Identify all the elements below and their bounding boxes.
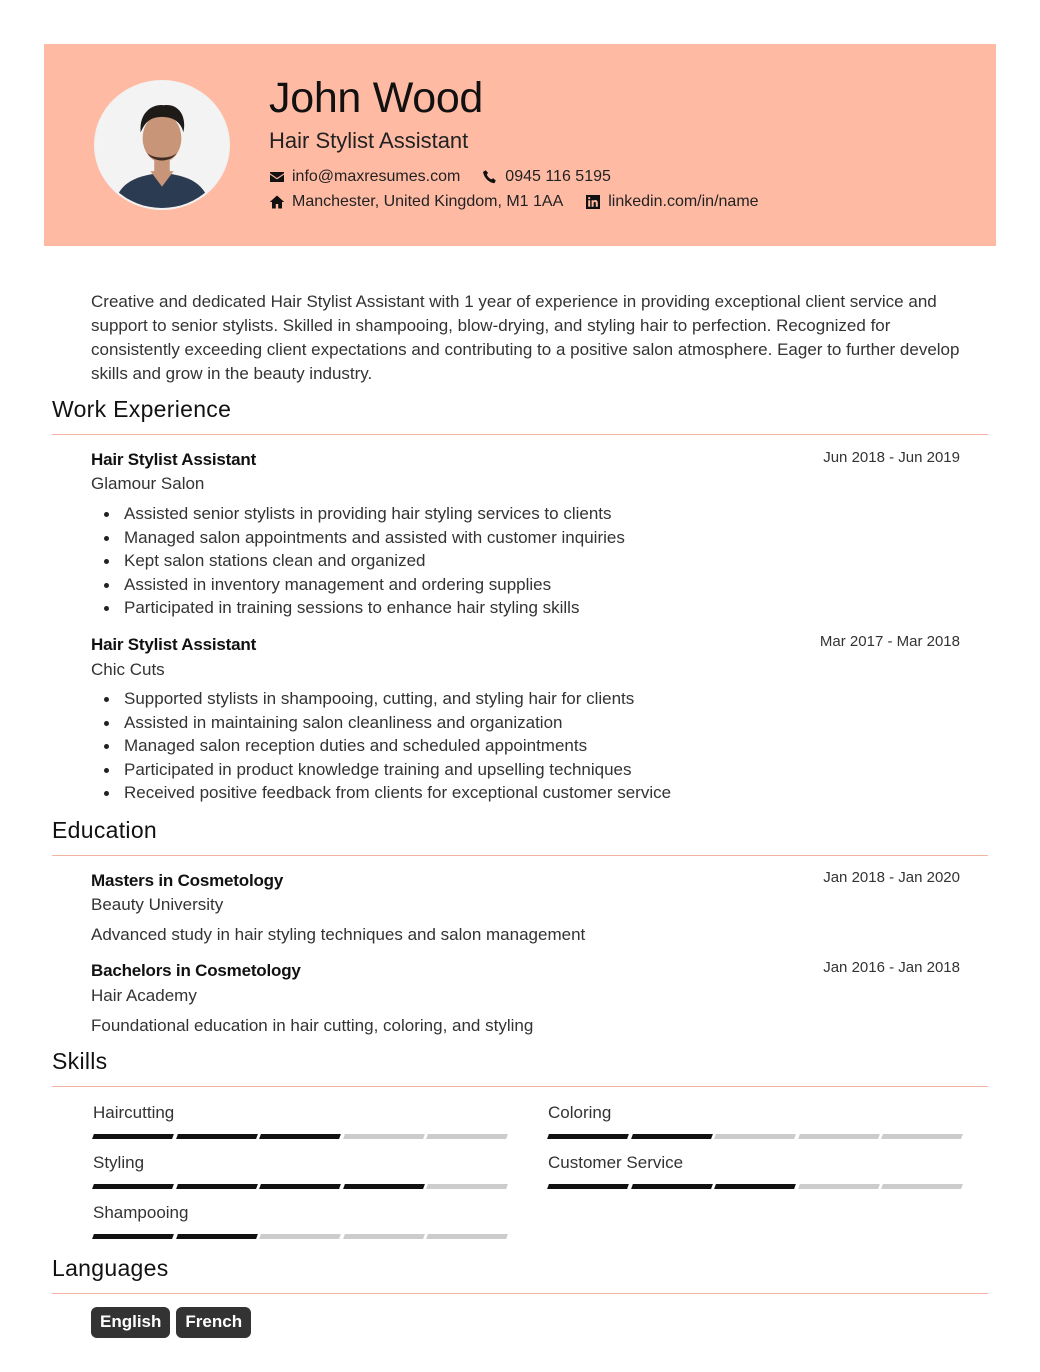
list-item: Assisted in maintaining salon cleanliness and organization [104, 711, 671, 735]
experience-1-dates: Jun 2018 - Jun 2019 [823, 449, 960, 466]
list-item: Supported stylists in shampooing, cutting, and styling hair for clients [104, 687, 671, 711]
skill-segment-filled [176, 1134, 257, 1139]
section-title-skills: Skills [52, 1048, 108, 1074]
skill-segment-filled [176, 1234, 257, 1239]
skill-segment-filled [343, 1184, 424, 1189]
language-badge-english: English [91, 1307, 170, 1338]
section-divider [52, 434, 988, 435]
skill-segment-filled [631, 1134, 712, 1139]
email-text: info@maxresumes.com [292, 168, 461, 185]
experience-2-company: Chic Cuts [91, 660, 165, 679]
avatar [94, 80, 230, 210]
education-2-description: Foundational education in hair cutting, coloring, and styling [91, 1016, 534, 1035]
phone-text: 0945 116 5195 [505, 168, 611, 185]
section-title-education: Education [52, 817, 157, 843]
skill-styling [93, 1153, 507, 1189]
list-item: Managed salon reception duties and scheduled appointments [104, 734, 671, 758]
skill-level-bar [93, 1234, 507, 1239]
skill-segment-empty [343, 1134, 424, 1139]
education-1-dates: Jan 2018 - Jan 2020 [823, 869, 960, 886]
phone-icon [482, 169, 498, 185]
profile-photo [96, 82, 228, 208]
contact-row-2 [269, 193, 781, 211]
list-item: Managed salon appointments and assisted with customer inquiries [104, 526, 625, 550]
linkedin-icon [585, 194, 601, 210]
candidate-name: John Wood [269, 74, 484, 122]
skill-level-bar [548, 1184, 962, 1189]
skill-name: Haircutting [93, 1103, 175, 1122]
contact-row-1 [269, 168, 633, 186]
education-2-school: Hair Academy [91, 986, 197, 1005]
experience-2-title: Hair Stylist Assistant [91, 635, 257, 654]
skill-segment-empty [426, 1184, 507, 1189]
skill-segment-empty [881, 1184, 962, 1189]
skill-segment-empty [426, 1134, 507, 1139]
resume-header [44, 44, 996, 246]
skill-name: Shampooing [93, 1203, 189, 1222]
section-title-experience: Work Experience [52, 396, 232, 422]
skill-segment-filled [547, 1134, 628, 1139]
section-divider [52, 1086, 988, 1087]
skill-segment-empty [881, 1134, 962, 1139]
list-item: Participated in training sessions to enhance hair styling skills [104, 596, 625, 620]
skill-name: Customer Service [548, 1153, 684, 1172]
skill-segment-empty [714, 1134, 795, 1139]
list-item: Assisted senior stylists in providing hair styling services to clients [104, 502, 625, 526]
experience-1-title: Hair Stylist Assistant [91, 450, 257, 469]
candidate-title: Hair Stylist Assistant [269, 128, 469, 153]
skill-segment-filled [631, 1184, 712, 1189]
section-title-languages: Languages [52, 1255, 169, 1281]
skill-coloring [548, 1103, 962, 1139]
list-item: Received positive feedback from clients for exceptional customer service [104, 781, 671, 805]
education-2-degree: Bachelors in Cosmetology [91, 961, 301, 980]
envelope-icon [269, 169, 285, 185]
skill-segment-empty [426, 1234, 507, 1239]
skill-level-bar [93, 1134, 507, 1139]
contact-phone[interactable] [482, 168, 611, 186]
skill-segment-filled [714, 1184, 795, 1189]
skill-segment-filled [259, 1184, 340, 1189]
skill-haircutting [93, 1103, 507, 1139]
skill-segment-empty [259, 1234, 340, 1239]
skill-customer-service [548, 1153, 962, 1189]
linkedin-text: linkedin.com/in/name [608, 193, 759, 210]
address-text: Manchester, United Kingdom, M1 1AA [292, 193, 564, 210]
skill-segment-empty [798, 1134, 879, 1139]
skill-segment-filled [176, 1184, 257, 1189]
education-1-description: Advanced study in hair styling techniques and salon management [91, 925, 586, 944]
contact-linkedin[interactable] [585, 193, 758, 211]
experience-2-dates: Mar 2017 - Mar 2018 [819, 633, 960, 650]
contact-address [269, 193, 563, 211]
summary-paragraph: Creative and dedicated Hair Stylist Assistant with 1 year of experience in providing exceptional client service and support to senior stylists. Skilled in shampooing, blow-drying, and styling hair to perfection. Recognized for consistently exceeding client expectations and contributing to a positive salon atmosphere. Eager to further develop skills and grow in the beauty industry. [91, 292, 960, 383]
language-list [91, 1307, 251, 1338]
experience-1-company: Glamour Salon [91, 474, 205, 493]
education-2-dates: Jan 2016 - Jan 2018 [823, 959, 960, 976]
list-item: Participated in product knowledge training and upselling techniques [104, 758, 671, 782]
skill-segment-filled [259, 1134, 340, 1139]
skill-name: Styling [93, 1153, 145, 1172]
language-badge-french: French [176, 1307, 251, 1338]
skill-segment-filled [92, 1134, 173, 1139]
list-item: Assisted in inventory management and ordering supplies [104, 573, 625, 597]
section-divider [52, 1293, 988, 1294]
skill-name: Coloring [548, 1103, 612, 1122]
list-item: Kept salon stations clean and organized [104, 549, 625, 573]
experience-1-bullets [104, 502, 625, 620]
skill-level-bar [93, 1184, 507, 1189]
education-1-degree: Masters in Cosmetology [91, 871, 284, 890]
skill-segment-filled [92, 1184, 173, 1189]
home-icon [269, 194, 285, 210]
skill-segment-empty [798, 1184, 879, 1189]
section-divider [52, 855, 988, 856]
skill-segment-filled [92, 1234, 173, 1239]
contact-email[interactable] [269, 168, 460, 186]
skill-level-bar [548, 1134, 962, 1139]
education-1-school: Beauty University [91, 895, 224, 914]
skill-segment-filled [547, 1184, 628, 1189]
skill-segment-empty [343, 1234, 424, 1239]
skill-shampooing [93, 1203, 507, 1239]
experience-2-bullets [104, 687, 671, 805]
